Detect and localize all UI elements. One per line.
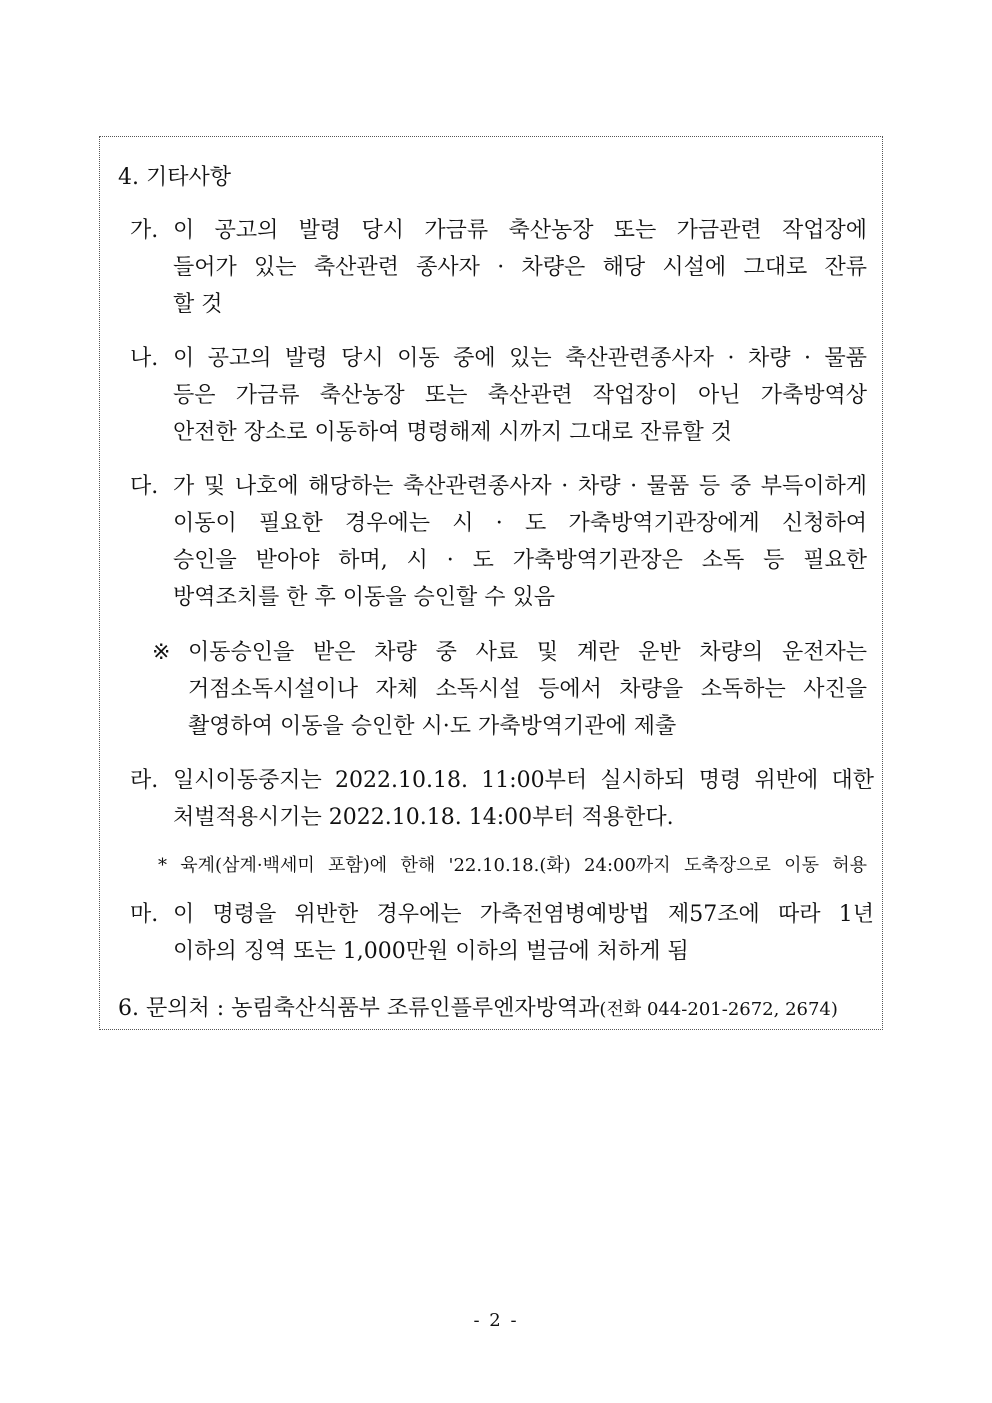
contact-phone: (전화 044-201-2672, 2674) <box>599 999 838 1020</box>
item-marker-ga: 가. <box>130 218 159 243</box>
item-na-line-3: 안전한 장소로 이동하여 명령해제 시까지 그대로 잔류할 것 <box>173 420 733 445</box>
item-ga-line-1: 이 공고의 발령 당시 가금류 축산농장 또는 가금관련 작업장에 <box>173 218 867 243</box>
item-ma-line-1: 이 명령을 위반한 경우에는 가축전염병예방법 제57조에 따라 1년 <box>173 902 874 927</box>
item-marker-da: 다. <box>130 474 159 499</box>
item-ma-line-2: 이하의 징역 또는 1,000만원 이하의 벌금에 처하게 됨 <box>173 939 689 964</box>
item-marker-na: 나. <box>130 346 159 371</box>
item-da-line-3: 승인을 받아야 하며, 시 · 도 가축방역기관장은 소독 등 필요한 <box>173 548 867 573</box>
item-ga-line-2: 들어가 있는 축산관련 종사자 · 차량은 해당 시설에 그대로 잔류 <box>173 255 867 280</box>
contact-label: 6. 문의처 : 농림축산식품부 조류인플루엔자방역과 <box>118 996 600 1021</box>
item-ra-line-2: 처벌적용시기는 2022.10.18. 14:00부터 적용한다. <box>173 805 674 830</box>
item-da-line-1: 가 및 나호에 해당하는 축산관련종사자 · 차량 · 물품 등 중 부득이하게 <box>173 474 867 499</box>
contact-line <box>118 994 838 1025</box>
item-marker-ma: 마. <box>130 902 159 927</box>
note-marker: ※ <box>152 640 171 665</box>
item-da-line-2: 이동이 필요한 경우에는 시 · 도 가축방역기관장에게 신청하여 <box>173 511 867 536</box>
page-number: - 2 - <box>473 1310 519 1331</box>
note-line-1: 이동승인을 받은 차량 중 사료 및 계란 운반 차량의 운전자는 <box>188 640 867 665</box>
item-da-line-4: 방역조치를 한 후 이동을 승인할 수 있음 <box>173 585 555 610</box>
section-heading: 4. 기타사항 <box>118 165 231 190</box>
notice-box <box>99 136 883 1030</box>
item-na-line-2: 등은 가금류 축산농장 또는 축산관련 작업장이 아닌 가축방역상 <box>173 383 867 408</box>
item-ga-line-3: 할 것 <box>173 292 223 317</box>
footnote: * 육계(삼계·백세미 포함)에 한해 '22.10.18.(화) 24:00까지 도축장으로 이동 허용 <box>158 855 867 876</box>
item-marker-ra: 라. <box>130 768 159 793</box>
note-line-2: 거점소독시설이나 자체 소독시설 등에서 차량을 소독하는 사진을 <box>188 677 867 702</box>
item-ra-line-1: 일시이동중지는 2022.10.18. 11:00부터 실시하되 명령 위반에 대한 <box>173 768 874 793</box>
item-na-line-1: 이 공고의 발령 당시 이동 중에 있는 축산관련종사자 · 차량 · 물품 <box>173 346 867 371</box>
note-line-3: 촬영하여 이동을 승인한 시·도 가축방역기관에 제출 <box>188 714 677 739</box>
